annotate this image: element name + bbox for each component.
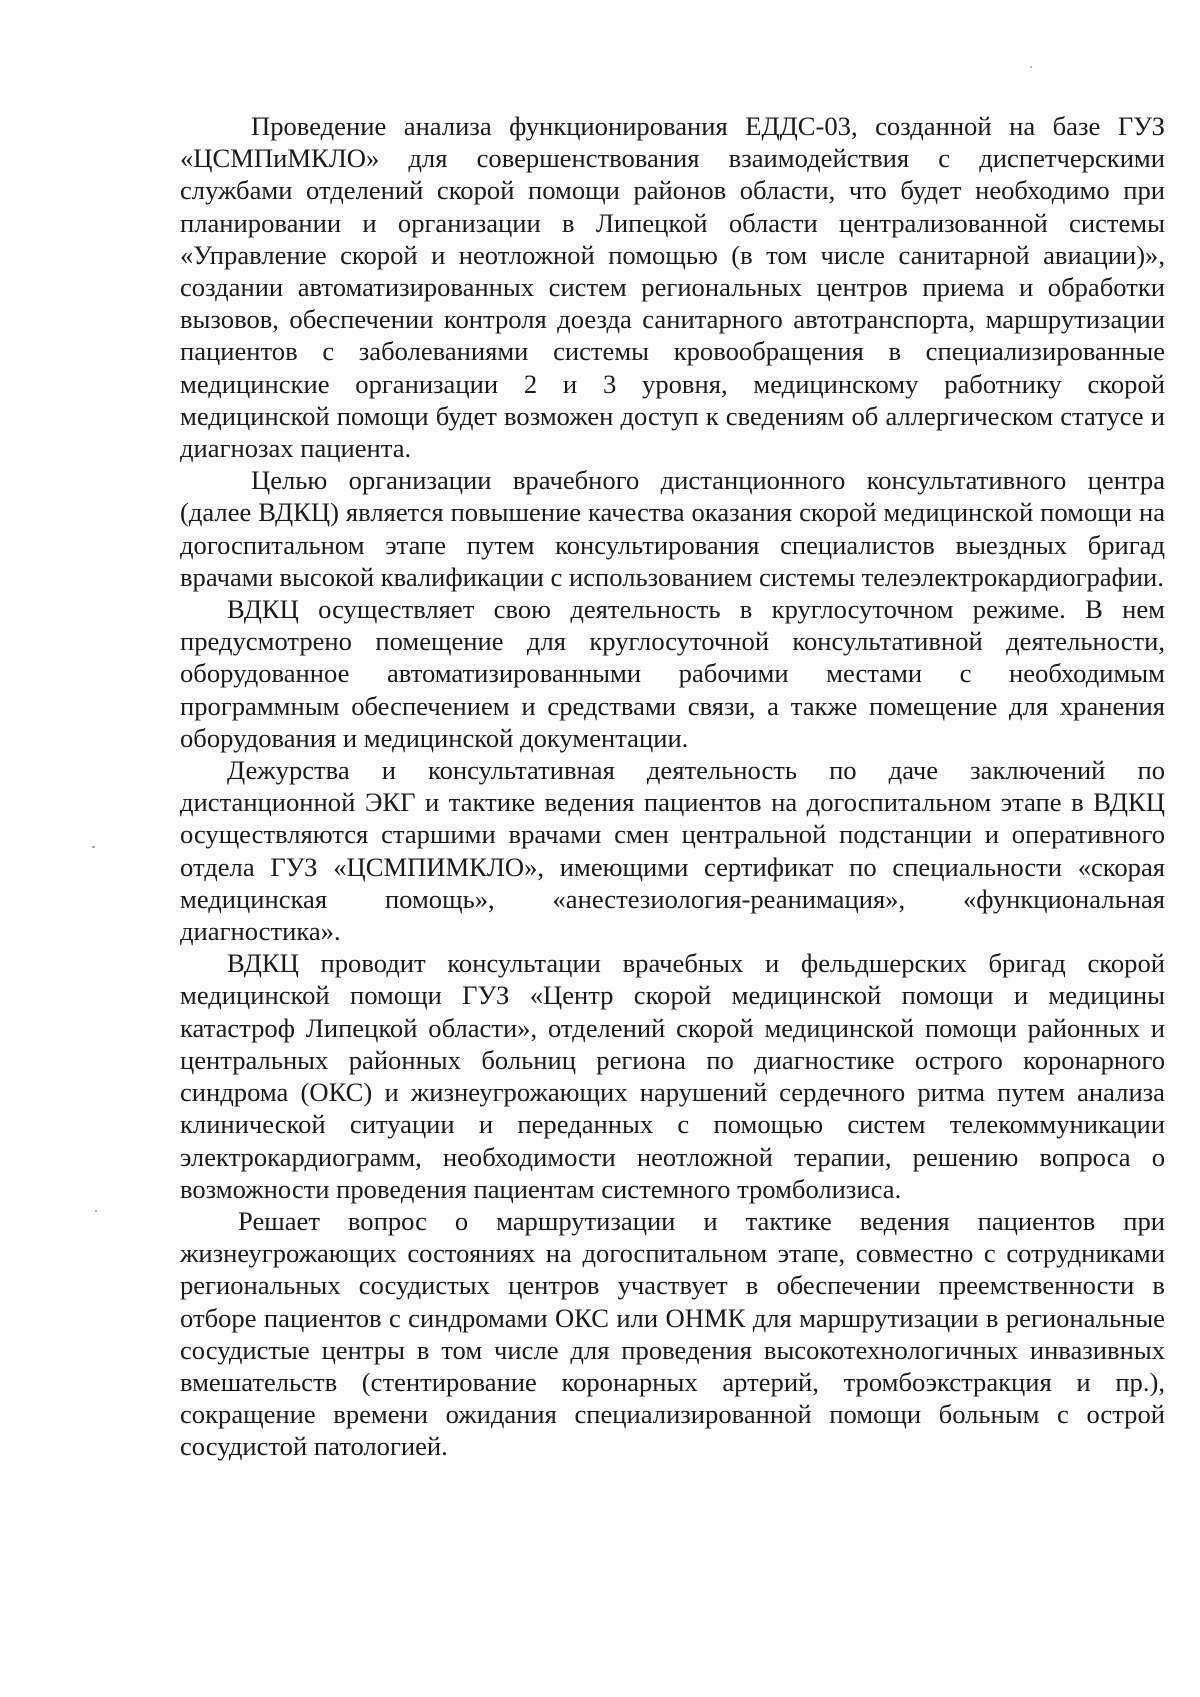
scan-speck xyxy=(1030,66,1032,68)
scan-speck xyxy=(92,846,95,848)
paragraph-vdkc-routing: Решает вопрос о маршрутизации и тактике ведения пациентов при жизнеугрожающих состояниях на догоспитальном этапе, совместно с сотрудниками региональных сосудистых центров участвует в обеспечении преемственности в отборе пациентов с синдромами ОКС или ОНМК для маршрутизации в региональные сосудистые центры в том числе для проведения высокотехнологичных инвазивных вмешательств (стентирование коронарных артерий, тромбоэкстракция и пр.), сокращение времени ожидания специализированной помощи больным с острой сосудистой патологией. xyxy=(180,1205,1165,1462)
paragraph-edds-analysis: Проведение анализа функционирования ЕДДС-03, созданной на базе ГУЗ «ЦСМПиМКЛО» для совершенствования взаимодействия с диспетчерскими службами отделений скорой помощи районов области, что будет необходимо при планировании и организации в Липецкой области централизованной системы «Управление скорой и неотложной помощью (в том числе санитарной авиации)», создании автоматизированных систем региональных центров приема и обработки вызовов, обеспечении контроля доезда санитарного автотранспорта, маршрутизации пациентов с заболеваниями системы кровообращения в специализированные медицинские организации 2 и 3 уровня, медицинскому работнику скорой медицинской помощи будет возможен доступ к сведениям об аллергическом статусе и диагнозах пациента. xyxy=(180,111,1165,464)
paragraph-vdkc-consultations: ВДКЦ проводит консультации врачебных и фельдшерских бригад скорой медицинской помощи ГУЗ «Центр скорой медицинской помощи и медицины катастроф Липецкой области», отделений скорой медицинской помощи районных и центральных районных больниц региона по диагностике острого коронарного синдрома (ОКС) и жизнеугрожающих нарушений сердечного ритма путем анализа клинической ситуации и переданных с помощью систем телекоммуникации электрокардиограмм, необходимости неотложной терапии, решению вопроса о возможности проведения пациентам системного тромболизиса. xyxy=(180,948,1165,1204)
document-body xyxy=(180,110,1165,1463)
paragraph-vdkc-operation: ВДКЦ осуществляет свою деятельность в круглосуточном режиме. В нем предусмотрено помещение для круглосуточной консультативной деятельности, оборудованное автоматизированными рабочими местами с необходимым программным обеспечением и средствами связи, а также помещение для хранения оборудования и медицинской документации. xyxy=(180,594,1165,753)
scan-speck xyxy=(95,1210,97,1212)
paragraph-vdkc-duty: Дежурства и консультативная деятельность по даче заключений по дистанционной ЭКГ и тактике ведения пациентов на догоспитальном этапе в ВДКЦ осуществляются старшими врачами смен центральной подстанции и оперативного отдела ГУЗ «ЦСМПИМКЛО», имеющими сертификат по специальности «скорая медицинская помощь», «анестезиология-реанимация», «функциональная диагностика». xyxy=(180,755,1165,947)
paragraph-vdkc-purpose: Целью организации врачебного дистанционного консультативного центра (далее ВДКЦ) является повышение качества оказания скорой медицинской помощи на догоспитальном этапе путем консультирования специалистов выездных бригад врачами высокой квалификации с использованием системы телеэлектрокардиографии. xyxy=(180,465,1165,592)
